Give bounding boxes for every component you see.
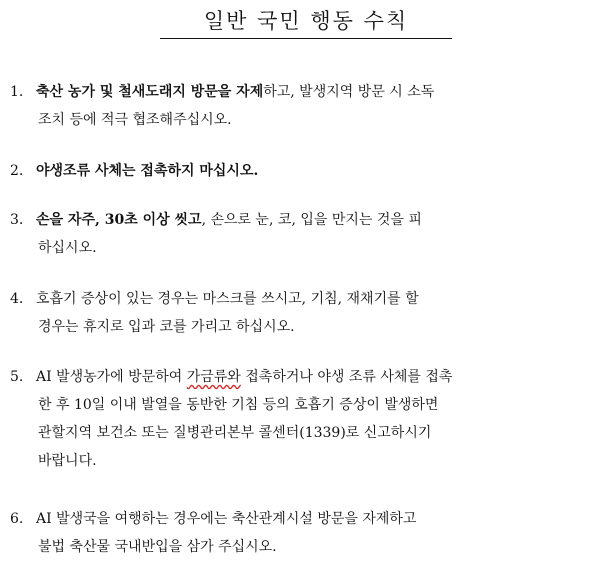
item-number: 6.	[10, 511, 24, 527]
guideline-item-5	[10, 363, 607, 475]
item-line-continuation: 한 후 10일 이내 발열을 동반한 기침 등의 호흡기 증상이 발생하면	[38, 397, 439, 413]
item-number: 2.	[10, 163, 24, 179]
item-number: 1.	[10, 84, 24, 100]
item-text: 호흡기 증상이 있는 경우는 마스크를 쓰시고, 기침, 재채기를 할	[36, 291, 419, 307]
item-text: 접촉하거나 야생 조류 사체를 접촉	[240, 369, 453, 385]
item-text: , 손으로 눈, 코, 입을 만지는 것을 피	[201, 212, 422, 228]
guideline-item-1	[10, 78, 607, 134]
item-line-continuation: 바랍니다.	[38, 453, 97, 469]
item-line	[10, 505, 607, 533]
item-line-continuation: 조치 등에 적극 협조해주십시오.	[38, 112, 232, 128]
item-bold-text: 손을 자주, 30초 이상 씻고	[36, 212, 202, 228]
item-line-continuation: 경우는 휴지로 입과 코를 가리고 하십시오.	[38, 319, 295, 335]
item-text: AI 발생농가에 방문하여	[36, 369, 187, 385]
item-number: 4.	[10, 291, 24, 307]
spellcheck-underlined-word: 가금류와	[186, 369, 241, 385]
item-line	[10, 363, 607, 391]
item-number: 3.	[10, 212, 24, 228]
item-text: AI 발생국을 여행하는 경우에는 축산관계시설 방문을 자제하고	[36, 511, 417, 527]
guideline-item-2	[10, 157, 607, 185]
item-line	[10, 157, 607, 185]
page-title: 일반 국민 행동 수칙	[203, 9, 409, 33]
item-line-continuation: 관할지역 보건소 또는 질병관리본부 콜센터(1339)로 신고하시기	[38, 425, 432, 441]
item-line	[10, 285, 607, 313]
guideline-item-4	[10, 285, 607, 341]
guideline-item-6	[10, 505, 607, 561]
item-line	[10, 78, 607, 106]
item-line-continuation: 하십시오.	[38, 240, 97, 256]
item-line	[10, 206, 607, 234]
item-text: 하고, 발생지역 방문 시 소독	[263, 84, 435, 100]
title-underline	[160, 38, 452, 39]
item-line-continuation: 불법 축산물 국내반입을 삼가 주십시오.	[38, 539, 277, 555]
guideline-item-3	[10, 206, 607, 262]
item-number: 5.	[10, 369, 24, 385]
item-bold-text: 야생조류 사체는 접촉하지 마십시오.	[36, 163, 259, 179]
item-bold-text: 축산 농가 및 철새도래지 방문을 자제	[36, 84, 264, 100]
